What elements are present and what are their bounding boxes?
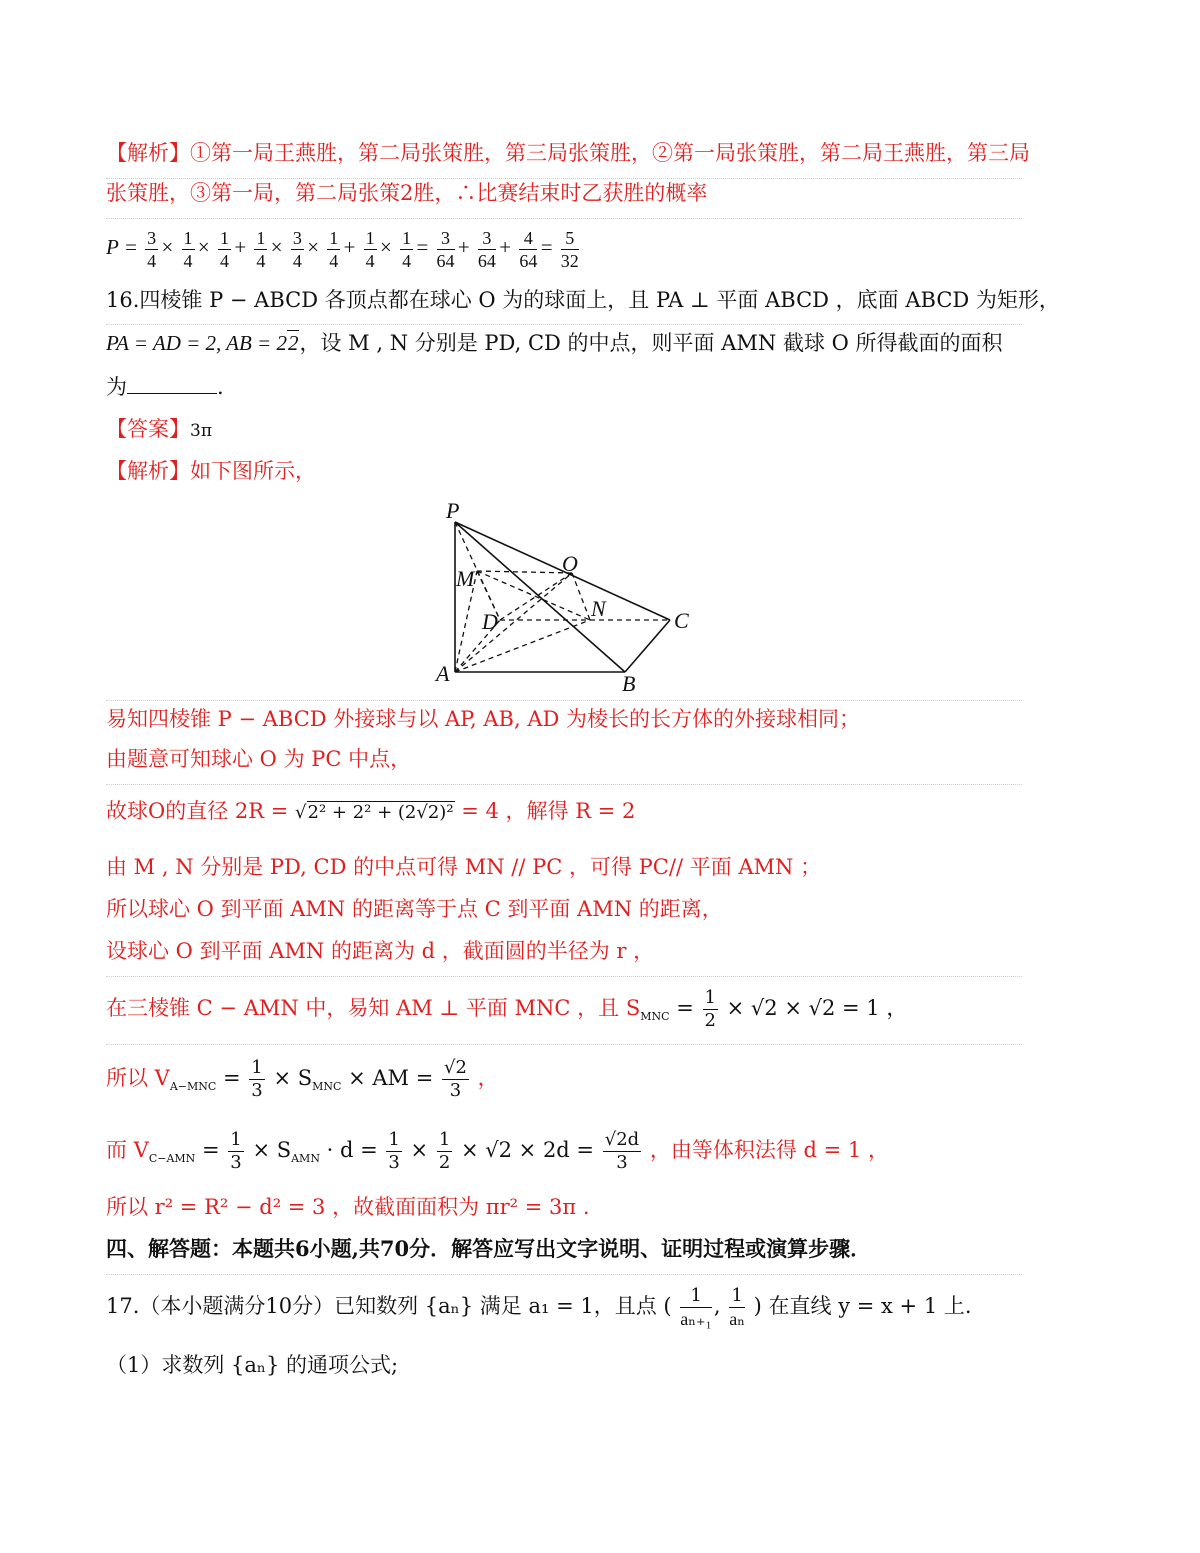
dotted-divider [106,1044,1022,1045]
solution-line-2: 由题意可知球心 O 为 PC 中点， [106,747,412,771]
answer-line: 【答案】3π [106,417,212,441]
label-B: B [622,671,636,696]
section-4-heading: 四、解答题：本题共6小题,共70分．解答应写出文字说明、证明过程或演算步骤． [106,1236,872,1261]
solution-line-3: 故球O的直径 2R = √2² + 2² + (2√2)² = 4 ，解得 R = 2 [106,799,636,823]
dotted-divider [106,784,1022,785]
analysis-intro: 【解析】如下图所示， [106,459,316,483]
dotted-divider [106,1274,1022,1275]
solution-line-7: 在三棱锥 C − AMN 中，易知 AM ⊥ 平面 MNC ，且 $S_{MNC}$ = $\frac{1}{2}$ × √2 × √2 = 1 ， [106,987,908,1031]
question-16-line-3: 为 . [106,375,224,399]
solution-line-8: 所以 $V_{A-MNC}$ = $\frac{1}{3}$ × $S_{MNC}$ × AM = $\frac{√2}{3}$ ， [106,1057,499,1101]
dotted-divider [106,324,1022,325]
label-D: D [482,609,498,634]
label-M: M [456,566,475,591]
probability-formula: P = $\frac{3}{4}$ × $\frac{1}{4}$ × $\frac{1}{4}$ + $\frac{1}{4}$ × $\frac{3}{4}$ × $\frac{1}{4}$ + $\frac{1}{4}$ × $\frac{1}{4}$ = $\frac{3}{64}$ + $\frac{3}{64}$ + $\frac{4}{64}$ = $\frac{5}{32}$ [106,227,579,271]
solution-line-5: 所以球心 O 到平面 AMN 的距离等于点 C 到平面 AMN 的距离， [106,897,723,921]
question-16-line-1: 16.四棱锥 P − ABCD 各顶点都在球心 O 为的球面上，且 PA ⊥ 平面 ABCD ，底面 ABCD 为矩形， [106,288,1060,312]
answer-blank [127,375,217,394]
question-17-part-1: （1）求数列 {aₙ} 的通项公式; [106,1353,399,1377]
label-P: P [446,498,460,523]
dotted-divider [106,218,1022,219]
label-N: N [591,596,606,621]
label-O: O [562,551,578,576]
pyramid-figure [430,496,710,696]
solution-line-4: 由 M , N 分别是 PD, CD 的中点可得 MN // PC ，可得 PC// 平面 AMN ； [106,855,822,879]
dotted-divider [106,976,1022,977]
question-16-line-2: PA = AD = 2, AB = 22，设 M , N 分别是 PD, CD 的中点，则平面 AMN 截球 O 所得截面的面积 [106,331,1003,355]
question-17: 17.（本小题满分10分）已知数列 {aₙ} 满足 a₁ = 1，且点 ( $\frac{1}{\text{aₙ₊₁}}$ , $\frac{1}{\text{aₙ}}$ ) 在直线 y = x + 1 上. [106,1285,972,1329]
analysis-line-2: 张策胜，③第一局，第二局张策2胜，∴比赛结束时乙获胜的概率 [106,181,708,205]
solution-line-6: 设球心 O 到平面 AMN 的距离为 d ，截面圆的半径为 r ， [106,939,655,963]
label-C: C [674,608,689,633]
analysis-text-1: ①第一局王燕胜，第二局张策胜，第三局张策胜，②第一局张策胜，第二局王燕胜，第三局 [190,141,1030,165]
solution-line-1: 易知四棱锥 P − ABCD 外接球与以 AP, AB, AD 为棱长的长方体的外接球相同； [106,707,861,731]
solution-line-10: 所以 r² = R² − d² = 3 ，故截面面积为 πr² = 3π . [106,1195,590,1219]
dotted-divider [106,700,1022,701]
solution-line-9: 而 $V_{C-AMN}$ = $\frac{1}{3}$ × $S_{AMN} \cdot d$ = $\frac{1}{3}$ × $\frac{1}{2}$ × √2 × 2d = $\frac{√2d}{3}$ ，由等体积法得 d = 1 ， [106,1129,889,1173]
label-A: A [436,661,450,686]
analysis-tag: 【解析】 [106,141,190,165]
analysis-line-1 [106,138,1030,168]
